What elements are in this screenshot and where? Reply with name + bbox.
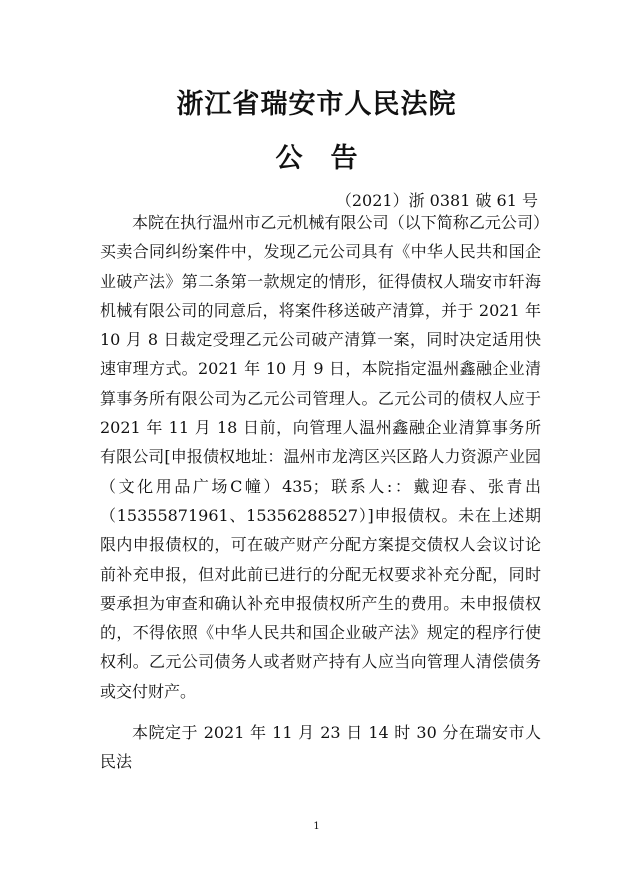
court-title: 浙江省瑞安市人民法院 bbox=[176, 89, 457, 120]
page-number: 1 bbox=[313, 821, 320, 832]
body-paragraph: 本院定于 2021 年 11 月 23 日 14 时 30 分在瑞安市人民法 bbox=[100, 723, 541, 772]
document-type-heading: 公告 bbox=[275, 143, 386, 174]
notice-body bbox=[100, 208, 541, 777]
case-number: （2021）浙 0381 破 61 号 bbox=[335, 191, 538, 210]
body-paragraph: 本院在执行温州市乙元机械有限公司（以下简称乙元公司）买卖合同纠纷案件中，发现乙元公司具有《中华人民共和国企业破产法》第二条第一款规定的情形，征得债权人瑞安市轩海机械有限公司的同意后，将案件移送破产清算，并于 2021 年 10 月 8 日裁定受理乙元公司破产清算一案，同时决定适用快速审理方式。2021 年 10 月 9 日，本院指定温州鑫融企业清算事务所有限公司为乙元公司管理人。乙元公司的债权人应于 2021 年 11 月 18 日前，向管理人温州鑫融企业清算事务所有限公司[申报债权地址：温州市龙湾区兴区路人力资源产业园（文化用品广场C幢）435；联系人:：戴迎春、张青出（15355871961、15356288527）]申报债权。未在上述期限内申报债权的，可在破产财产分配方案提交债权人会议讨论前补充申报，但对此前已进行的分配无权要求补充分配，同时要承担为审查和确认补充申报债权所产生的费用。未申报债权的，不得依照《中华人民共和国企业破产法》规定的程序行使权利。乙元公司债务人或者财产持有人应当向管理人清偿债务或交付财产。 bbox=[100, 213, 541, 701]
